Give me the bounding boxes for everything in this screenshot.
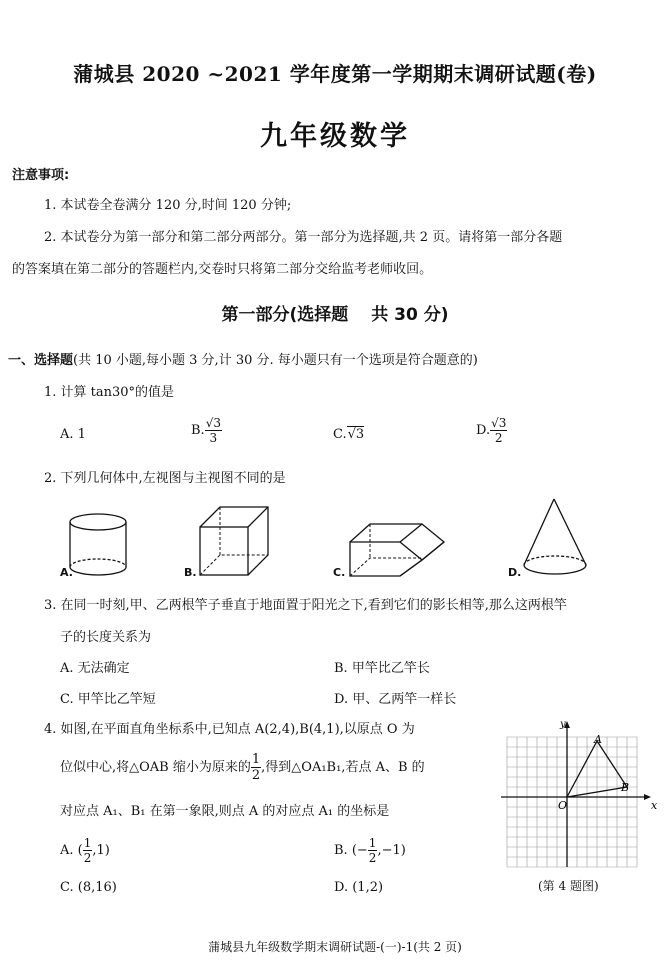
q4-option-a [60,836,110,865]
q1-option-d [476,416,507,445]
page-footer: 蒲城县九年级数学期末调研试题-(一)-1(共 2 页) [208,940,462,954]
q4-b-den: 2 [368,851,377,865]
q4-line2-pre: 位似中心,将△OAB 缩小为原来的 [60,760,251,775]
q4-grid [507,737,637,867]
q4-line2-post: ,得到△OA₁B₁,若点 A、B 的 [261,760,425,775]
section-instr-rest: (共 10 小题,每小题 3 分,计 30 分. 每小题只有一个选项是符合题意的) [73,353,478,368]
q4-b-post: ,−1) [377,843,406,858]
q4-b-fraction [368,836,378,865]
subject-title: 九年级数学 [260,121,410,152]
cube-figure [188,505,278,585]
q4-stem-line3: 对应点 A₁、B₁ 在第一象限,则点 A 的对应点 A₁ 的坐标是 [60,804,390,819]
q4-x-label: x [651,799,658,812]
q4-stem-line2 [60,752,425,783]
q4-point-b-label: B [621,781,630,794]
q4-half-fraction [251,752,261,783]
section-title: 第一部分(选择题 共 30 分) [221,305,449,325]
q1-c-value: √3 [347,427,365,442]
q4-option-c: C. (8,16) [60,880,117,895]
q2-label-b: B. [184,566,197,579]
q1-d-num: √3 [491,416,507,430]
q3-option-d: D. 甲、乙两竿一样长 [334,692,457,707]
q4-a-post: ,1) [92,843,110,858]
q4-a-den: 2 [83,851,92,865]
q1-d-fraction [490,416,507,445]
q1-d-prefix: D. [476,423,491,438]
section-instructions [8,349,478,368]
q4-b-pre: B. (− [334,843,368,858]
q2-label-a: A. [60,566,73,579]
prism-figure [334,510,454,585]
q2-label-d: D. [508,566,522,579]
q2-label-c: C. [333,566,346,579]
q4-option-b [334,836,406,865]
note-item-2-cont: 的答案填在第二部分的答题栏内,交卷时只将第二部分交给监考老师收回。 [12,262,433,277]
q3-stem-line2: 子的长度关系为 [60,630,152,645]
q3-option-b: B. 甲竿比乙竿长 [334,661,430,676]
q1-option-b [191,416,222,445]
q1-option-a: A. 1 [60,427,86,442]
q3-option-c: C. 甲竿比乙竿短 [60,692,156,707]
q4-coordinate-figure [495,715,660,875]
q4-frac-den: 2 [251,768,261,783]
q1-c-prefix: C. [333,427,347,442]
q4-option-d: D. (1,2) [334,880,384,895]
q1-b-prefix: B. [191,423,205,438]
q3-option-a: A. 无法确定 [60,661,130,676]
q1-b-fraction [205,416,222,445]
q4-a-pre: A. ( [60,843,83,858]
section-instr-bold: 一、选择题 [8,353,74,368]
q3-stem-line1: 3. 在同一时刻,甲、乙两根竿子垂直于地面置于阳光之下,看到它们的影长相等,那么这两根竿 [44,598,567,613]
q1-option-c [333,427,364,442]
q1-stem: 1. 计算 tan30°的值是 [44,385,175,400]
q4-y-label: y [560,719,566,730]
q1-b-num: √3 [205,416,221,430]
q4-origin-label: O [558,799,568,812]
q4-a-fraction [83,836,93,865]
q4-a-num: 1 [83,836,92,850]
q1-b-den: 3 [209,431,218,445]
arrow-right-icon [644,794,651,800]
exam-title: 蒲城县 2020 ~2021 学年度第一学期期末调研试题(卷) [73,62,597,86]
q4-point-a-label: A [594,733,602,746]
note-item-2: 2. 本试卷分为第一部分和第二部分两部分。第一部分为选择题,共 2 页。请将第一部分各题 [44,230,563,245]
q4-frac-num: 1 [251,752,261,767]
q1-d-den: 2 [494,431,503,445]
q4-b-num: 1 [368,836,377,850]
q2-stem: 2. 下列几何体中,左视图与主视图不同的是 [44,471,286,486]
q4-stem-line1: 4. 如图,在平面直角坐标系中,已知点 A(2,4),B(4,1),以原点 O 为 [44,722,415,737]
notes-heading: 注意事项: [12,168,70,183]
cone-figure [512,495,602,587]
q4-figure-caption: (第 4 题图) [538,879,599,893]
note-item-1: 1. 本试卷全卷满分 120 分,时间 120 分钟; [44,198,292,213]
